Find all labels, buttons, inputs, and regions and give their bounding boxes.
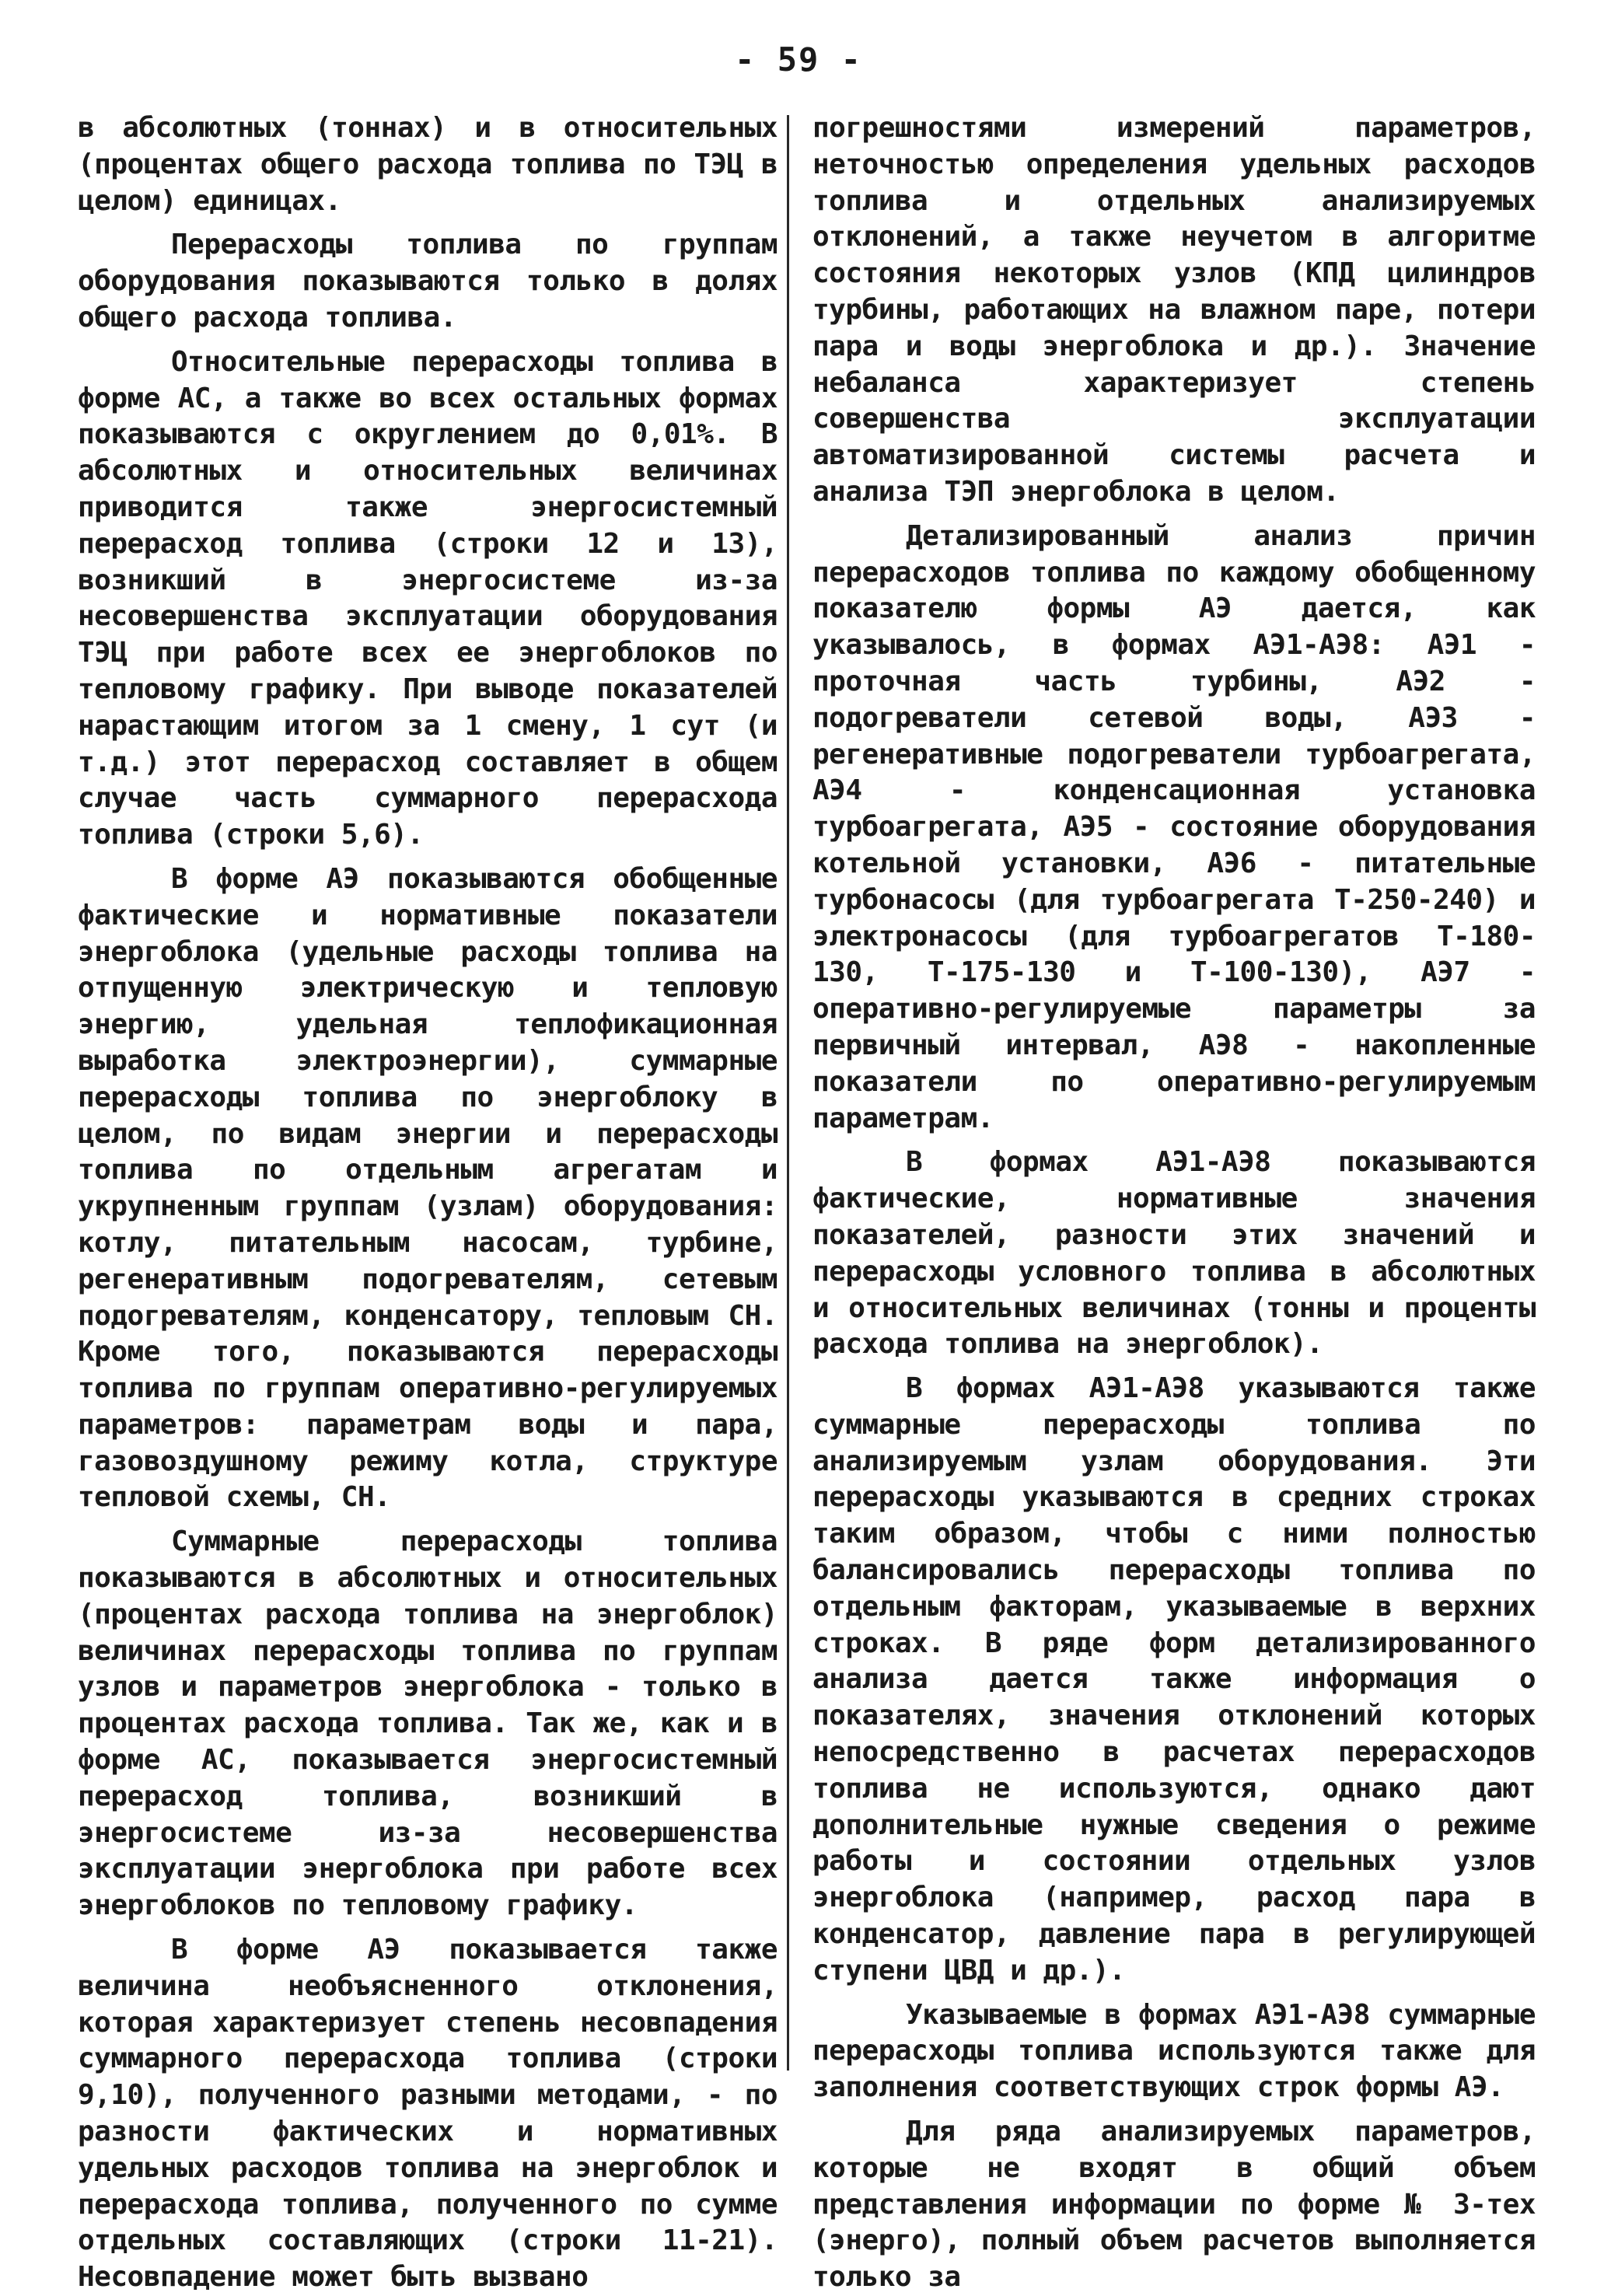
- paragraph: В формах АЭ1-АЭ8 показываются фактические, нормативные значения показателей, разности этих значений и перерасходы условного топлива в абсолютных и относительных величинах (тонны и проценты расхода топлива на энергоблок).: [812, 1146, 1536, 1361]
- paragraph: Указываемые в формах АЭ1-АЭ8 суммарные перерасходы топлива используются также для заполнения соответствующих строк формы АЭ.: [812, 1998, 1536, 2104]
- paragraph: Перерасходы топлива по группам оборудования показываются только в долях общего расхода топлива.: [78, 229, 778, 334]
- paragraph: Суммарные перерасходы топлива показываются в абсолютных и относительных (процентах расхода топлива на энергоблок) величинах перерасходы топлива по группам узлов и параметров энергоблока - только в процентах расхода топлива. Так же, как и в форме АС, показывается энергосистемный перерасход топлива, возникший в энергосистеме из-за несовершенства эксплуатации энергоблока при работе всех энергоблоков по тепловому графику.: [78, 1525, 778, 1922]
- paragraph: в абсолютных (тоннах) и в относительных (процентах общего расхода топлива по ТЭЦ в целом) единицах.: [78, 112, 778, 217]
- paragraph: В форме АЭ показываются обобщенные фактические и нормативные показатели энергоблока (удельные расходы топлива на отпущенную электрическую и тепловую энергию, удельная теплофикационная выработка электроэнергии), суммарные перерасходы топлива по энергоблоку в целом, по видам энергии и перерасходы топлива по отдельным агрегатам и укрупненным группам (узлам) оборудования: котлу, питательным насосам, турбине, регенеративным подогревателям, сетевым подогревателям, конденсатору, тепловым СН. Кроме того, показываются перерасходы топлива по группам оперативно-регулируемых параметров: параметрам воды и пара, газовоздушному режиму котла, структуре тепловой схемы, СН.: [78, 862, 778, 1514]
- paragraph: В форме АЭ показывается также величина необъясненного отклонения, которая характеризует степень несовпадения суммарного перерасхода топлива (строки 9,10), полученного разными методами, - по разности фактических и нормативных удельных расходов топлива на энергоблок и перерасхода топлива, полученного по сумме отдельных составляющих (строки 11-21). Несовпадение может быть вызвано: [78, 1934, 778, 2294]
- paragraph: погрешностями измерений параметров, неточностью определения удельных расходов топлива и отдельных анализируемых отклонений, а также неучетом в алгоритме состояния некоторых узлов (КПД цилиндров турбины, работающих на влажном паре, потери пара и воды энергоблока и др.). Значение небаланса характеризует степень совершенства эксплуатации автоматизированной системы расчета и анализа ТЭП энергоблока в целом.: [812, 112, 1536, 508]
- column-divider: [787, 115, 789, 2071]
- paragraph: Для ряда анализируемых параметров, которые не входят в общий объем представления информации по форме № 3-тех (энерго), полный объем расчетов выполняется только за: [812, 2116, 1536, 2294]
- paragraph: Относительные перерасходы топлива в форме АС, а также во всех остальных формах показываются с округлением до 0,01%. В абсолютных и относительных величинах приводится также энергосистемный перерасход топлива (строки 12 и 13), возникший в энергосистеме из-за несовершенства эксплуатации оборудования ТЭЦ при работе всех ее энергоблоков по тепловому графику. При выводе показателей нарастающим итогом за 1 смену, 1 сут (и т.д.) этот перерасход составляет в общем случае часть суммарного перерасхода топлива (строки 5,6).: [78, 345, 778, 851]
- right-column: [812, 110, 1536, 2294]
- page-number: - 59 -: [735, 40, 862, 79]
- paragraph: В формах АЭ1-АЭ8 указываются также суммарные перерасходы топлива по анализируемым узлам оборудования. Эти перерасходы указываются в средних строках таким образом, чтобы с ними полностью балансировались перерасходы топлива по отдельным факторам, указываемые в верхних строках. В ряде форм детализированного анализа дается также информация о показателях, значения отклонений которых непосредственно в расчетах перерасходов топлива не используются, однако дают дополнительные нужные сведения о режиме работы и состоянии отдельных узлов энергоблока (например, расход пара в конденсатор, давление пара в регулирующей ступени ЦВД и др.).: [812, 1372, 1536, 1987]
- left-column: [78, 110, 778, 2294]
- paragraph: Детализированный анализ причин перерасходов топлива по каждому обобщенному показателю формы АЭ дается, как указывалось, в формах АЭ1-АЭ8: АЭ1 - проточная часть турбины, АЭ2 - подогреватели сетевой воды, АЭ3 - регенеративные подогреватели турбоагрегата, АЭ4 - конденсационная установка турбоагрегата, АЭ5 - состояние оборудования котельной установки, АЭ6 - питательные турбонасосы (для турбоагрегата Т-250-240) и электронасосы (для турбоагрегатов Т-180-130, Т-175-130 и Т-100-130), АЭ7 - оперативно-регулируемые параметры за первичный интервал, АЭ8 - накопленные показатели по оперативно-регулируемым параметрам.: [812, 519, 1536, 1134]
